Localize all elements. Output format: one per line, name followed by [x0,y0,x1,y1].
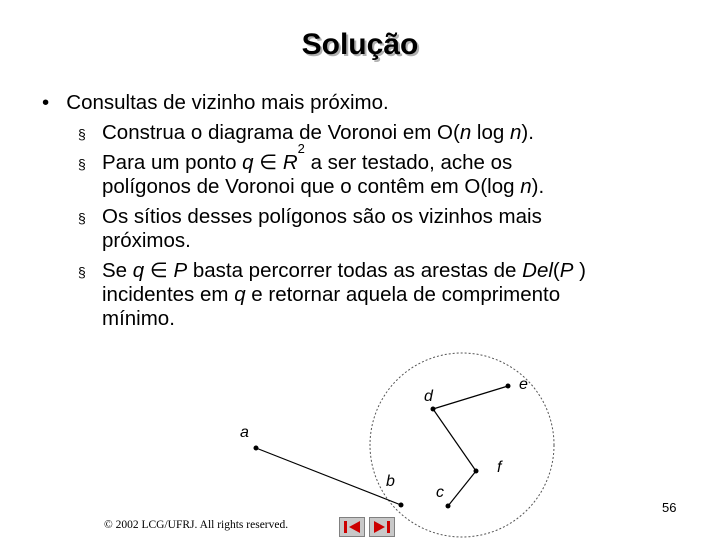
copyright-footer: © 2002 LCG/UFRJ. All rights reserved. [104,519,289,531]
label-f: f [497,459,502,476]
sub-bullet-3-line-2: próximos. [102,229,191,252]
point-c [446,504,451,509]
label-a: a [240,424,249,441]
slide-title: Solução [301,28,419,61]
sub-bullet-2-line-2: polígonos de Voronoi que o contêm em O(log n). [102,175,545,198]
point-f [474,469,479,474]
label-c: c [436,484,444,501]
label-d: d [424,388,433,405]
sub-bullet-4: § Se q ∈ P basta percorrer todas as arestas de Del(P ) [78,259,586,282]
sub-bullet-marker: § [78,126,86,142]
edge-d-f [433,409,476,471]
bullet-marker: • [42,91,50,114]
point-d [431,407,436,412]
previous-slide-button[interactable] [339,517,365,537]
sub-bullet-4-line-2: incidentes em q e retornar aquela de comprimento [102,283,561,306]
sub-bullet-marker: § [78,156,86,172]
point-a [254,446,259,451]
sub-bullet-marker: § [78,264,86,280]
label-e: e [519,376,528,393]
point-b [399,503,404,508]
sub-bullet-3: § Os sítios desses polígonos são os vizinhos mais [78,205,542,228]
bullet-text: Consultas de vizinho mais próximo. [66,91,389,114]
next-slide-button[interactable] [369,517,395,537]
edge-d-e [433,386,508,409]
sub-bullet-marker: § [78,210,86,226]
label-b: b [386,473,395,490]
triangle-left-icon [340,518,364,536]
triangle-right-icon [370,518,394,536]
edge-f-c [448,471,476,506]
sub-bullet-1: § Construa o diagrama de Voronoi em O(n log n). [78,121,534,144]
sub-bullet-2: § Para um ponto q ∈ $R^2$ a ser testado, ache os [78,141,513,174]
edge-a-b [256,448,401,505]
sub-bullet-4-line-3: mínimo. [102,307,175,330]
point-e [506,384,511,389]
page-number: 56 [662,500,677,515]
